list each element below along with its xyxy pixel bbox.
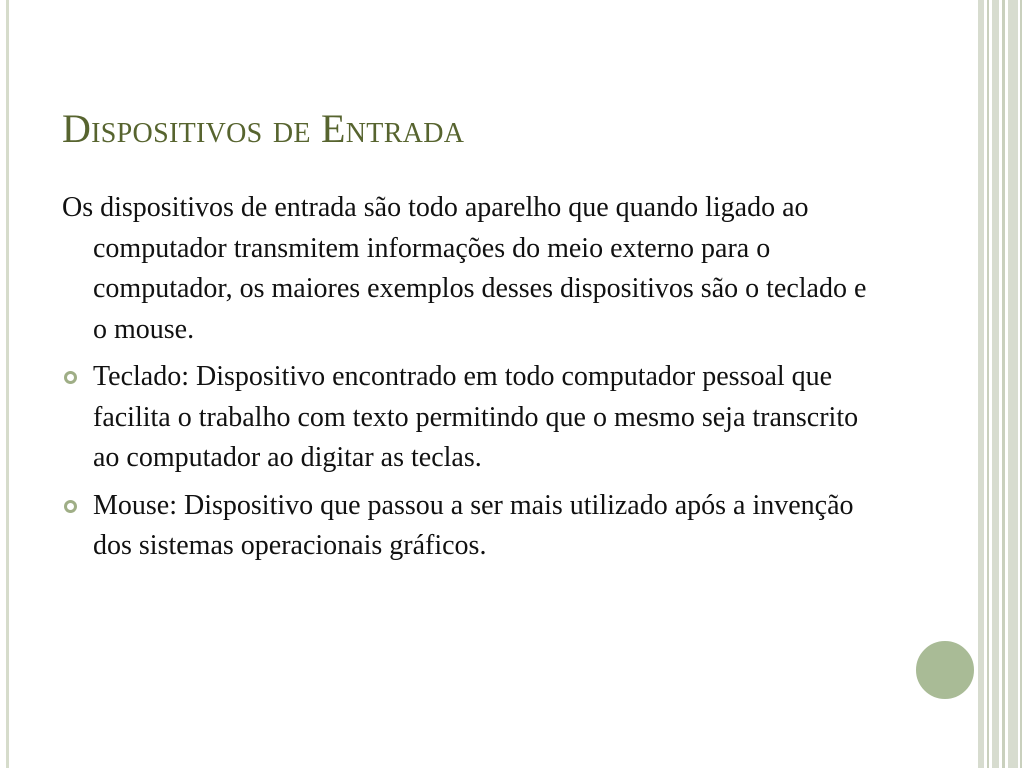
left-border-line [6, 0, 9, 768]
bullet-text: Mouse: Dispositivo que passou a ser mais utilizado após a invenção dos sistemas operacionais gráficos. [93, 489, 854, 561]
right-stripe [1008, 0, 1018, 768]
circle-bullet-icon [64, 500, 77, 513]
slide-content [62, 188, 882, 574]
bullet-text: Teclado: Dispositivo encontrado em todo computador pessoal que facilita o trabalho com texto permitindo que o mesmo seja transcrito ao computador ao digitar as teclas. [93, 361, 859, 473]
bullet-item-mouse [62, 486, 882, 567]
right-stripe [992, 0, 999, 768]
bullet-item-teclado [62, 357, 882, 479]
right-stripe [1002, 0, 1005, 768]
intro-paragraph: Os dispositivos de entrada são todo aparelho que quando ligado ao computador transmitem informações do meio externo para o computador, os maiores exemplos desses dispositivos são o teclado e o mouse. [62, 192, 867, 345]
right-stripe [978, 0, 984, 768]
decorative-circle [914, 639, 976, 701]
right-stripe [987, 0, 989, 768]
right-stripe [1020, 0, 1022, 768]
slide-title: Dispositivos de Entrada [62, 106, 465, 151]
circle-bullet-icon [64, 371, 77, 384]
